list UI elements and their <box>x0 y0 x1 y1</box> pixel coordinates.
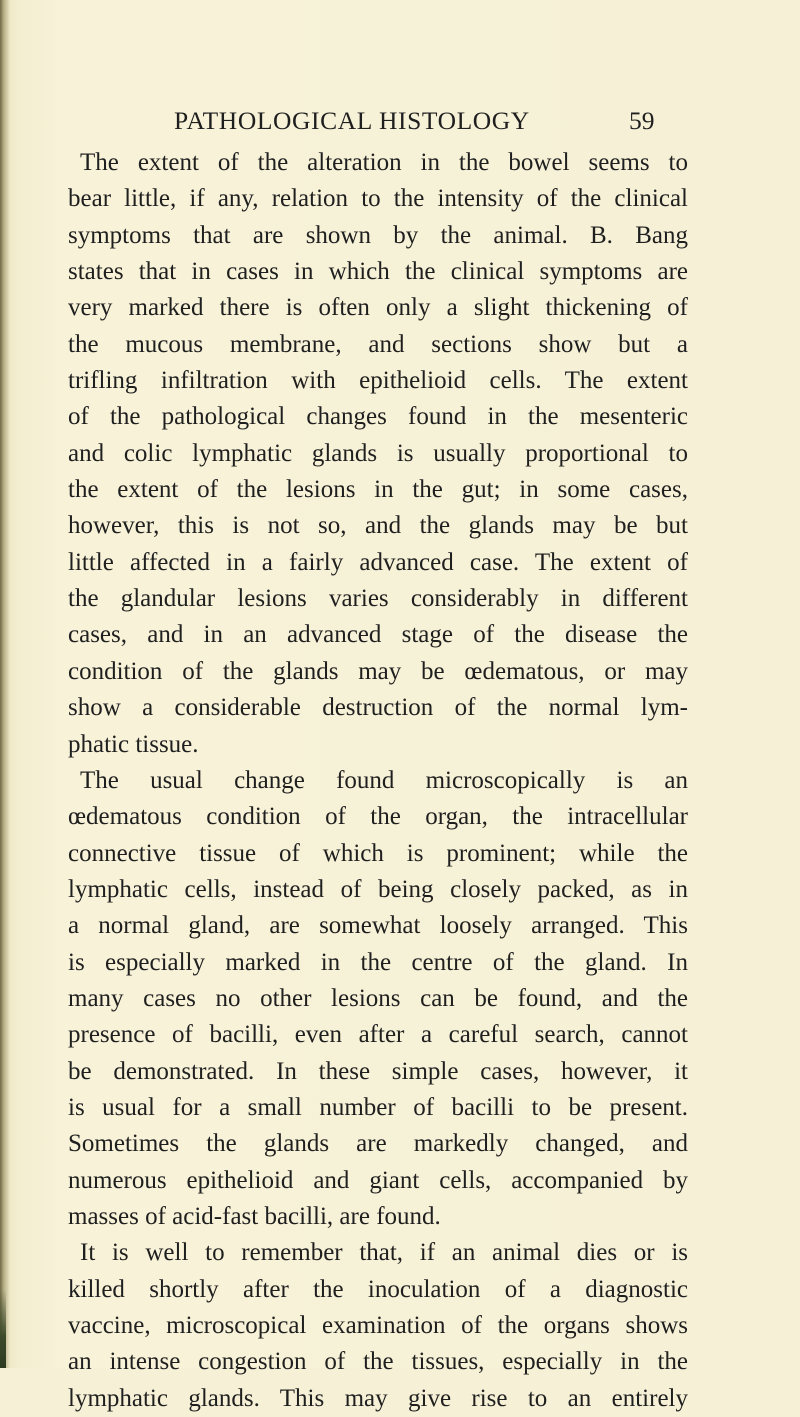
text-line: is usual for a small number of bacilli to be present. <box>68 1093 688 1121</box>
text-line: states that in cases in which the clinical symptoms are <box>68 258 688 286</box>
text-line: show a considerable destruction of the normal lym- <box>68 694 688 722</box>
text-line: œdematous condition of the organ, the intracellular <box>68 803 688 831</box>
paragraph-3 <box>68 1235 688 1417</box>
text-line: phatic tissue. <box>68 730 199 758</box>
text-line: the glandular lesions varies considerably in different <box>68 585 688 613</box>
text-line: lymphatic glands. This may give rise to an entirely <box>68 1384 688 1412</box>
text-line: cases, and in an advanced stage of the disease the <box>68 621 688 649</box>
running-head: PATHOLOGICAL HISTOLOGY <box>174 106 530 135</box>
paragraph-1 <box>68 145 688 763</box>
text-line: bear little, if any, relation to the intensity of the clinical <box>68 185 688 213</box>
text-line: is especially marked in the centre of the gland. In <box>68 948 688 976</box>
text-line: the mucous membrane, and sections show but a <box>68 330 688 358</box>
text-line: numerous epithelioid and giant cells, accompanied by <box>68 1166 688 1194</box>
page-header <box>0 106 800 146</box>
text-line: be demonstrated. In these simple cases, however, it <box>68 1057 688 1085</box>
text-line: the extent of the lesions in the gut; in some cases, <box>68 476 688 504</box>
text-line: and colic lymphatic glands is usually proportional to <box>68 439 688 467</box>
text-line: an intense congestion of the tissues, especially in the <box>68 1348 688 1376</box>
text-line: trifling infiltration with epithelioid cells. The extent <box>68 367 688 395</box>
text-line: little affected in a fairly advanced case. The extent of <box>68 548 688 576</box>
text-line: Sometimes the glands are markedly changed, and <box>68 1130 688 1158</box>
text-line: of the pathological changes found in the mesenteric <box>68 403 688 431</box>
text-line: a normal gland, are somewhat loosely arranged. This <box>68 912 688 940</box>
paragraph-2 <box>68 763 688 1235</box>
text-line: however, this is not so, and the glands may be but <box>68 512 688 540</box>
text-line: many cases no other lesions can be found, and the <box>68 984 688 1012</box>
page-gutter-shadow <box>0 0 10 1368</box>
body-text <box>68 145 688 1417</box>
text-line: The extent of the alteration in the bowel seems to <box>80 149 688 176</box>
text-line: lymphatic cells, instead of being closely packed, as in <box>68 875 688 903</box>
text-line: symptoms that are shown by the animal. B. Bang <box>68 221 688 249</box>
text-line: very marked there is often only a slight thickening of <box>68 294 688 322</box>
text-line: masses of acid-fast bacilli, are found. <box>68 1202 441 1230</box>
text-line: vaccine, microscopical examination of the organs shows <box>68 1312 688 1339</box>
text-line: presence of bacilli, even after a careful search, cannot <box>68 1021 688 1049</box>
text-line: condition of the glands may be œdematous, or may <box>68 657 688 685</box>
text-line: It is well to remember that, if an animal dies or is <box>80 1239 688 1267</box>
text-line: The usual change found microscopically is an <box>80 766 688 794</box>
page-number: 59 <box>629 106 655 135</box>
text-line: killed shortly after the inoculation of a diagnostic <box>68 1275 688 1303</box>
text-line: connective tissue of which is prominent; while the <box>68 839 688 867</box>
binding-edge <box>0 1290 6 1368</box>
